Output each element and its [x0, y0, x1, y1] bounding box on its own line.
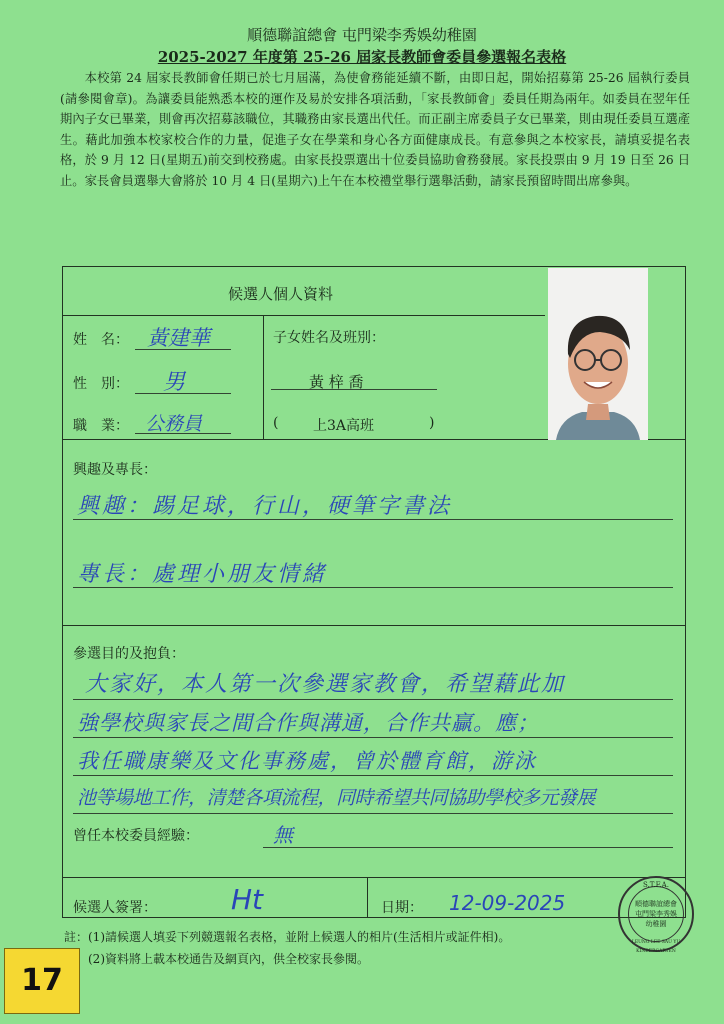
- child-name: 黃 梓 喬: [309, 373, 364, 391]
- section-title: 候選人個人資料: [228, 285, 334, 303]
- divider: [63, 625, 685, 626]
- gender-value: 男: [163, 370, 186, 395]
- divider: [63, 877, 685, 878]
- stamp-line1: 順德聯誼總會: [635, 900, 677, 908]
- name-value: 黃建華: [147, 326, 210, 350]
- divider: [367, 877, 368, 917]
- divider: [63, 315, 545, 316]
- form-title: 2025-2027 年度第 25-26 屆家長教師會委員參選報名表格: [157, 48, 567, 66]
- notes: [64, 926, 510, 970]
- experience-value: 無: [273, 823, 293, 847]
- stamp-line2: 屯門梁李秀娛: [635, 910, 677, 918]
- interests-line1: 興趣：踢足球，行山，硬筆字書法: [77, 494, 453, 519]
- school-stamp: [618, 876, 694, 952]
- corner-number-badge: 17: [4, 948, 80, 1014]
- note-1: 註：(1)請候選人填妥下列競選報名表格，並附上候選人的相片(生活相片或証件相)。: [64, 930, 511, 944]
- experience-label: 曾任本校委員經驗：: [73, 828, 199, 844]
- intro-paragraph: 本校第 24 屆家長教師會任期已於七月屆滿，為使會務能延續不斷，由即日起，開始招募第 25-26 屆執行委員(請參閱會章)。為讓委員能熟悉本校的運作及易於安排各項活動，「家長教師會」委員任期為兩年。如委員在翌年任期內子女已畢業，則會再次招募該職位，其職務由家長選出代任。而正副主席委員子女已畢業，則由現任委員互選產生。藉此加強本校家校合作的力量，促進子女在學業和身心各方面健康成長。有意參與之本校家長，請填妥提名表格，於 9 月 12 日(星期五)前交到校務處。由家長投票選出十位委員協助會務發展。家長投票由 9 月 19 日至 26 日止。家長會員選舉大會將於 10 月 4 日(星期六)上午在本校禮堂舉行選舉活動，請家長預留時間出席參與。: [60, 71, 690, 188]
- divider: [263, 315, 264, 439]
- candidate-photo: [548, 268, 648, 440]
- child-class-close: ): [429, 415, 435, 431]
- date-value: 12-09-2025: [449, 891, 566, 915]
- interests-label: 興趣及專長：: [73, 462, 157, 478]
- goals-line-1: 大家好，本人第一次參選家教會，希望藉此加: [85, 672, 566, 697]
- interests-line2: 專長：處理小朋友情緒: [77, 562, 328, 587]
- goals-line-4: 池等場地工作，清楚各項流程，同時希望共同協助學校多元發展: [77, 787, 596, 809]
- child-class: 上3A高班: [313, 418, 375, 434]
- stamp-line3: 幼稚園: [645, 920, 667, 928]
- child-label: 子女姓名及班別：: [273, 330, 385, 346]
- stamp-top-text: S.T.F.A.: [643, 881, 669, 889]
- goals-label: 參選目的及抱負：: [73, 646, 185, 662]
- child-class-open: (: [273, 415, 279, 431]
- gender-label: 性 別：: [73, 376, 129, 392]
- stamp-bottom-text: LEUNG LEE SAU YU KINDERGARTEN: [631, 940, 681, 954]
- signature-label: 候選人簽署：: [73, 900, 157, 916]
- goals-line-3: 我任職康樂及文化事務處，曾於體育館，游泳: [77, 749, 537, 773]
- name-label: 姓 名：: [73, 332, 129, 348]
- job-value: 公務員: [145, 413, 203, 435]
- goals-line-2: 強學校與家長之間合作與溝通，合作共贏。應；: [77, 711, 539, 735]
- signature-value: Ht: [231, 883, 264, 916]
- school-title: 順德聯誼總會 屯門梁李秀娛幼稚園: [247, 26, 477, 44]
- job-label: 職 業：: [73, 418, 129, 434]
- date-label: 日期：: [381, 900, 423, 916]
- note-2: (2)資料將上載本校通告及網頁內，供全校家長參閱。: [88, 952, 370, 966]
